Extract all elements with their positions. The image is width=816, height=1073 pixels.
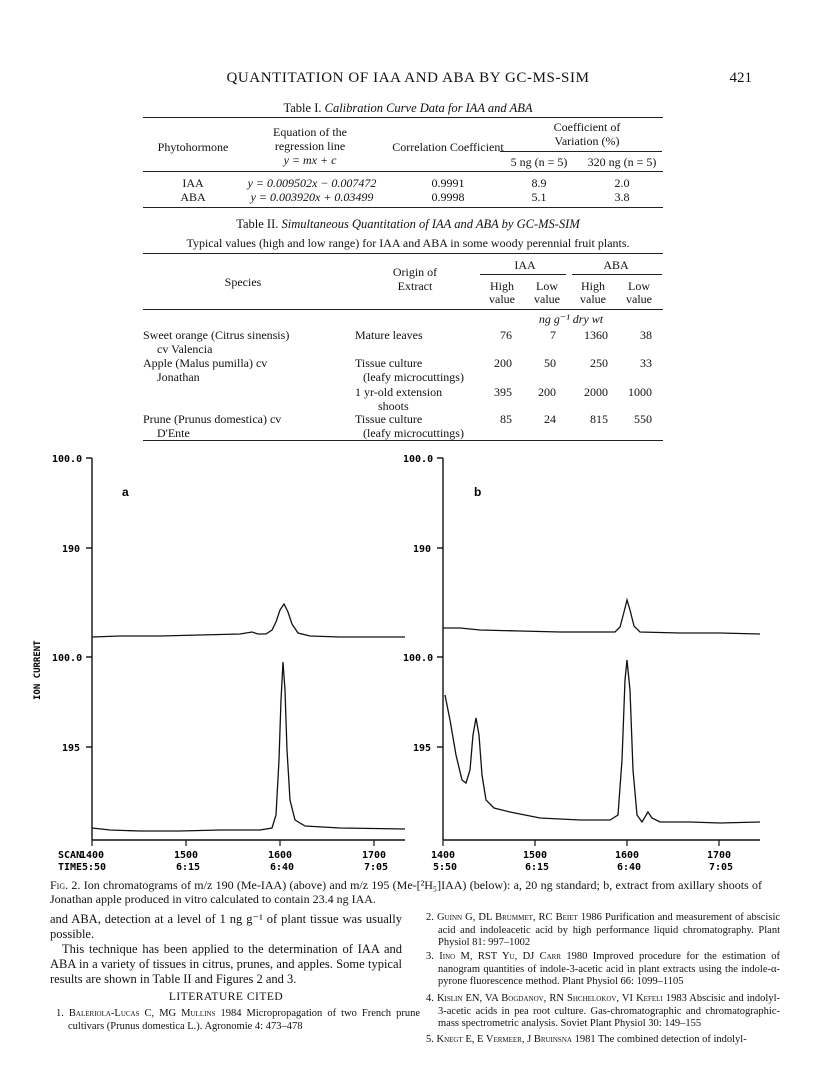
table1-header-phytohormone: Phytohormone: [157, 140, 229, 154]
panel-a-time-tick: 6:40: [270, 862, 295, 873]
table1-row-name: IAA: [182, 176, 204, 190]
table2-species-line1: Apple (Malus pumilla) cv: [143, 356, 268, 370]
table2-header-aba-high-2: value: [580, 292, 606, 306]
table1-header-cv-2: Variation (%): [554, 134, 620, 148]
table2-header-aba: ABA: [603, 258, 629, 272]
panel-b-scan-tick: 1700: [707, 850, 732, 861]
reference-authors: Guinn G, DL Brummet, RC Beiet: [436, 912, 578, 923]
table1-header-equation-3: y = mx + c: [283, 153, 337, 167]
panel-b-m195-trace: [445, 660, 760, 823]
panel-a-time-tick: 7:05: [364, 862, 389, 873]
table2-origin-line1: Tissue culture: [355, 412, 423, 426]
table2-aba-rule: [572, 274, 662, 275]
table2-header-aba-high-1: High: [581, 279, 605, 293]
reference-number: 4.: [426, 993, 434, 1004]
panel-a-time-tick: 5:50: [82, 862, 107, 873]
reference-text: 1986 Purification and measurement of abscisic acid and indoleacetic acid by high performance liquid chromatography. Plant Physiol 81: 997–1002: [438, 912, 781, 948]
table2-caption-title: Simultaneous Quantitation of IAA and ABA by GC-MS-SIM: [281, 217, 580, 231]
table2-header-rule: [143, 309, 663, 310]
table2-header-iaa-low-2: value: [534, 292, 560, 306]
reference-number: 1.: [56, 1008, 64, 1019]
table2-aba-low: 550: [634, 412, 652, 426]
table1-header-rule: [143, 171, 663, 172]
table1-header-equation-2: regression line: [274, 139, 346, 153]
table2-iaa-low: 50: [544, 356, 556, 370]
table2-aba-high: 1360: [584, 328, 608, 342]
panel-b-time-tick: 6:40: [617, 862, 642, 873]
panel-a-letter: a: [122, 485, 129, 499]
table2-aba-low: 38: [640, 328, 652, 342]
panel-a-y-top-label: 100.0: [52, 454, 83, 465]
panel-b-y-top-label: 100.0: [403, 454, 434, 465]
table2-header-iaa-low-1: Low: [536, 279, 558, 293]
panel-b-scan-tick: 1400: [431, 850, 456, 861]
table2-header-iaa: IAA: [514, 258, 536, 272]
table1-row-equation: y = 0.009502x − 0.007472: [247, 176, 377, 190]
body-paragraph: This technique has been applied to the determination of IAA and ABA in a variety of tissues in citrus, prunes, and apples. Some typical results are shown in Table II and Figures 2 and 3.: [50, 942, 402, 986]
panel-a-y-190-label: 190: [62, 544, 81, 555]
panel-b-time-tick: 5:50: [433, 862, 458, 873]
table1-header-320ng: 320 ng (n = 5): [587, 155, 657, 169]
table2-iaa-high: 85: [500, 412, 512, 426]
panel-b-time-tick: 7:05: [709, 862, 734, 873]
reference-number: 2.: [426, 912, 434, 923]
reference-authors: Baleriola-Lucas C, MG Mullins: [68, 1008, 216, 1019]
table2-origin-line2: (leafy microcuttings): [363, 370, 464, 384]
reference-number: 5.: [426, 1034, 434, 1045]
table2-iaa-low: 200: [538, 385, 556, 399]
panel-b-y-195-label: 195: [413, 743, 432, 754]
panel-b-scan-tick: 1500: [523, 850, 548, 861]
figure-caption-prefix: Fig. 2.: [50, 878, 81, 892]
table2-header-aba-low-2: value: [626, 292, 652, 306]
table1-caption-prefix: Table I.: [283, 101, 322, 115]
table2-iaa-rule: [480, 274, 566, 275]
figure-caption-text: Ion chromatograms of m/z 190 (Me-IAA) (above) and m/z 195 (Me-[²H₅]IAA) (below): a, 20 ng standard; b, extract from axillary shoots of Jonathan apple produced in vitro calculated to contain 23.4 ng IAA.: [50, 878, 762, 906]
table2-caption-prefix: Table II.: [236, 217, 279, 231]
table1-caption: [0, 101, 816, 116]
table2-units: ng g⁻¹ dry wt: [538, 312, 604, 326]
table2-header-aba-low-1: Low: [628, 279, 650, 293]
reference-text: 1983 Abscisic and indolyl-3-acetic acids in pea root culture. Gas-chromatographic and chromatographic-mass spectrometric analysis. Soviet Plant Physiol 30: 149–155: [438, 993, 781, 1029]
panel-b-time-tick: 6:15: [525, 862, 550, 873]
table1-header-cv-1: Coefficient of: [553, 120, 621, 134]
table1-row-correlation: 0.9998: [431, 190, 465, 204]
time-label: TIME: [58, 862, 83, 873]
reference-item: [420, 912, 780, 950]
table2-subtitle: Typical values (high and low range) for IAA and ABA in some woody perennial fruit plants.: [186, 236, 630, 250]
table2-origin-line1: Tissue culture: [355, 356, 423, 370]
panel-a-y-195-label: 195: [62, 743, 81, 754]
table1-caption-title: Calibration Curve Data for IAA and ABA: [324, 101, 533, 115]
table2-origin-line2: (leafy microcuttings): [363, 426, 464, 440]
table2-header-species: Species: [224, 275, 262, 289]
table2-iaa-high: 395: [494, 385, 512, 399]
reference-authors: Kislin EN, VA Bogdanov, RN Shchelokov, VI Kefeli: [436, 993, 663, 1004]
table1-header-equation-1: Equation of the: [273, 125, 347, 139]
literature-cited-heading: LITERATURE CITED: [168, 991, 284, 1003]
panel-a-m190-trace: [92, 604, 405, 637]
table2-origin-line1: 1 yr-old extension: [355, 385, 443, 399]
panel-b-letter: b: [474, 485, 482, 499]
table1-row-cv320: 2.0: [614, 176, 630, 190]
panel-a-scan-tick: 1500: [174, 850, 199, 861]
table2-iaa-low: 7: [550, 328, 556, 342]
table2-aba-low: 33: [640, 356, 652, 370]
table2-aba-high: 250: [590, 356, 608, 370]
table2-species-line1: Sweet orange (Citrus sinensis): [143, 328, 290, 342]
reference-authors: Knegt E, E Vermeer, J Bruinsna: [436, 1034, 572, 1045]
table2-aba-high: 815: [590, 412, 608, 426]
table2-bottom-rule: [143, 440, 663, 441]
reference-item: [420, 993, 780, 1031]
table2-species-line2: Jonathan: [157, 370, 200, 384]
header-title: QUANTITATION OF IAA AND ABA BY GC-MS-SIM: [226, 70, 590, 86]
table2-origin-line1: Mature leaves: [355, 328, 423, 342]
table1-row-cv320: 3.8: [614, 190, 630, 204]
ion-current-label: ION CURRENT: [33, 640, 43, 700]
table2-header-origin-2: Extract: [397, 279, 433, 293]
table2-species-line2: cv Valencia: [157, 342, 213, 356]
panel-b-y-lower-top-label: 100.0: [403, 653, 434, 664]
page-number: 421: [729, 70, 752, 86]
table2-iaa-low: 24: [544, 412, 556, 426]
table1-header-correlation: Correlation Coefficient: [392, 140, 504, 154]
panel-b-y-190-label: 190: [413, 544, 432, 555]
table1-row-equation: y = 0.003920x + 0.03499: [250, 190, 374, 204]
table1-bottom-rule: [143, 207, 663, 208]
table2-iaa-high: 200: [494, 356, 512, 370]
table2-top-rule: [143, 253, 663, 254]
table1-header-5ng: 5 ng (n = 5): [510, 155, 568, 169]
reference-authors: Iino M, RST Yu, DJ Carr: [439, 951, 562, 962]
table2-origin-line2: shoots: [378, 399, 409, 413]
reference-text: 1981 The combined detection of indolyl-: [574, 1034, 747, 1045]
panel-a-time-tick: 6:15: [176, 862, 201, 873]
table1-row-correlation: 0.9991: [431, 176, 465, 190]
table2-header-iaa-high-1: High: [490, 279, 514, 293]
reference-item: [50, 1008, 420, 1033]
panel-b-m190-trace: [443, 600, 760, 634]
table2-aba-low: 1000: [628, 385, 652, 399]
panel-a-m195-trace: [92, 662, 405, 831]
reference-number: 3.: [426, 951, 434, 962]
reference-text: 1980 Improved procedure for the estimation of nanogram quantities of indole-3-acetic acid in plant extracts using the indole-α-pyrone fluorescence method. Plant Physiol 66: 1099–1105: [438, 951, 781, 987]
reference-item: [420, 1034, 780, 1047]
table1-top-rule: [143, 117, 663, 118]
table1-row-name: ABA: [180, 190, 206, 204]
table1-cv-rule: [500, 151, 662, 152]
table2-caption: [0, 217, 816, 232]
table2-aba-high: 2000: [584, 385, 608, 399]
running-header: [0, 70, 816, 92]
table2-header-origin-1: Origin of: [392, 265, 438, 279]
body-paragraph-continued: and ABA, detection at a level of 1 ng g⁻¹ of plant tissue was usually possible.: [50, 912, 402, 941]
figure-caption: [50, 878, 762, 906]
table2-species-line1: Prune (Prunus domestica) cv: [143, 412, 282, 426]
panel-a-scan-tick: 1600: [268, 850, 293, 861]
table1-row-cv5: 8.9: [531, 176, 547, 190]
panel-a-scan-tick: 1700: [362, 850, 387, 861]
reference-item: [420, 951, 780, 989]
table2-species-line2: D'Ente: [157, 426, 190, 440]
panel-b-scan-tick: 1600: [615, 850, 640, 861]
panel-a-y-lower-top-label: 100.0: [52, 653, 83, 664]
table2-header-iaa-high-2: value: [489, 292, 515, 306]
panel-a-scan-tick: 1400: [80, 850, 105, 861]
table1-row-cv5: 5.1: [531, 190, 547, 204]
scan-label: SCAN: [58, 850, 83, 861]
reference-text: 1984 Micropropagation of two French prune cultivars (Prunus domestica L.). Agronomie 4: 473–478: [68, 1008, 421, 1032]
figure-2-chromatograms: [0, 445, 816, 875]
table2-iaa-high: 76: [500, 328, 512, 342]
